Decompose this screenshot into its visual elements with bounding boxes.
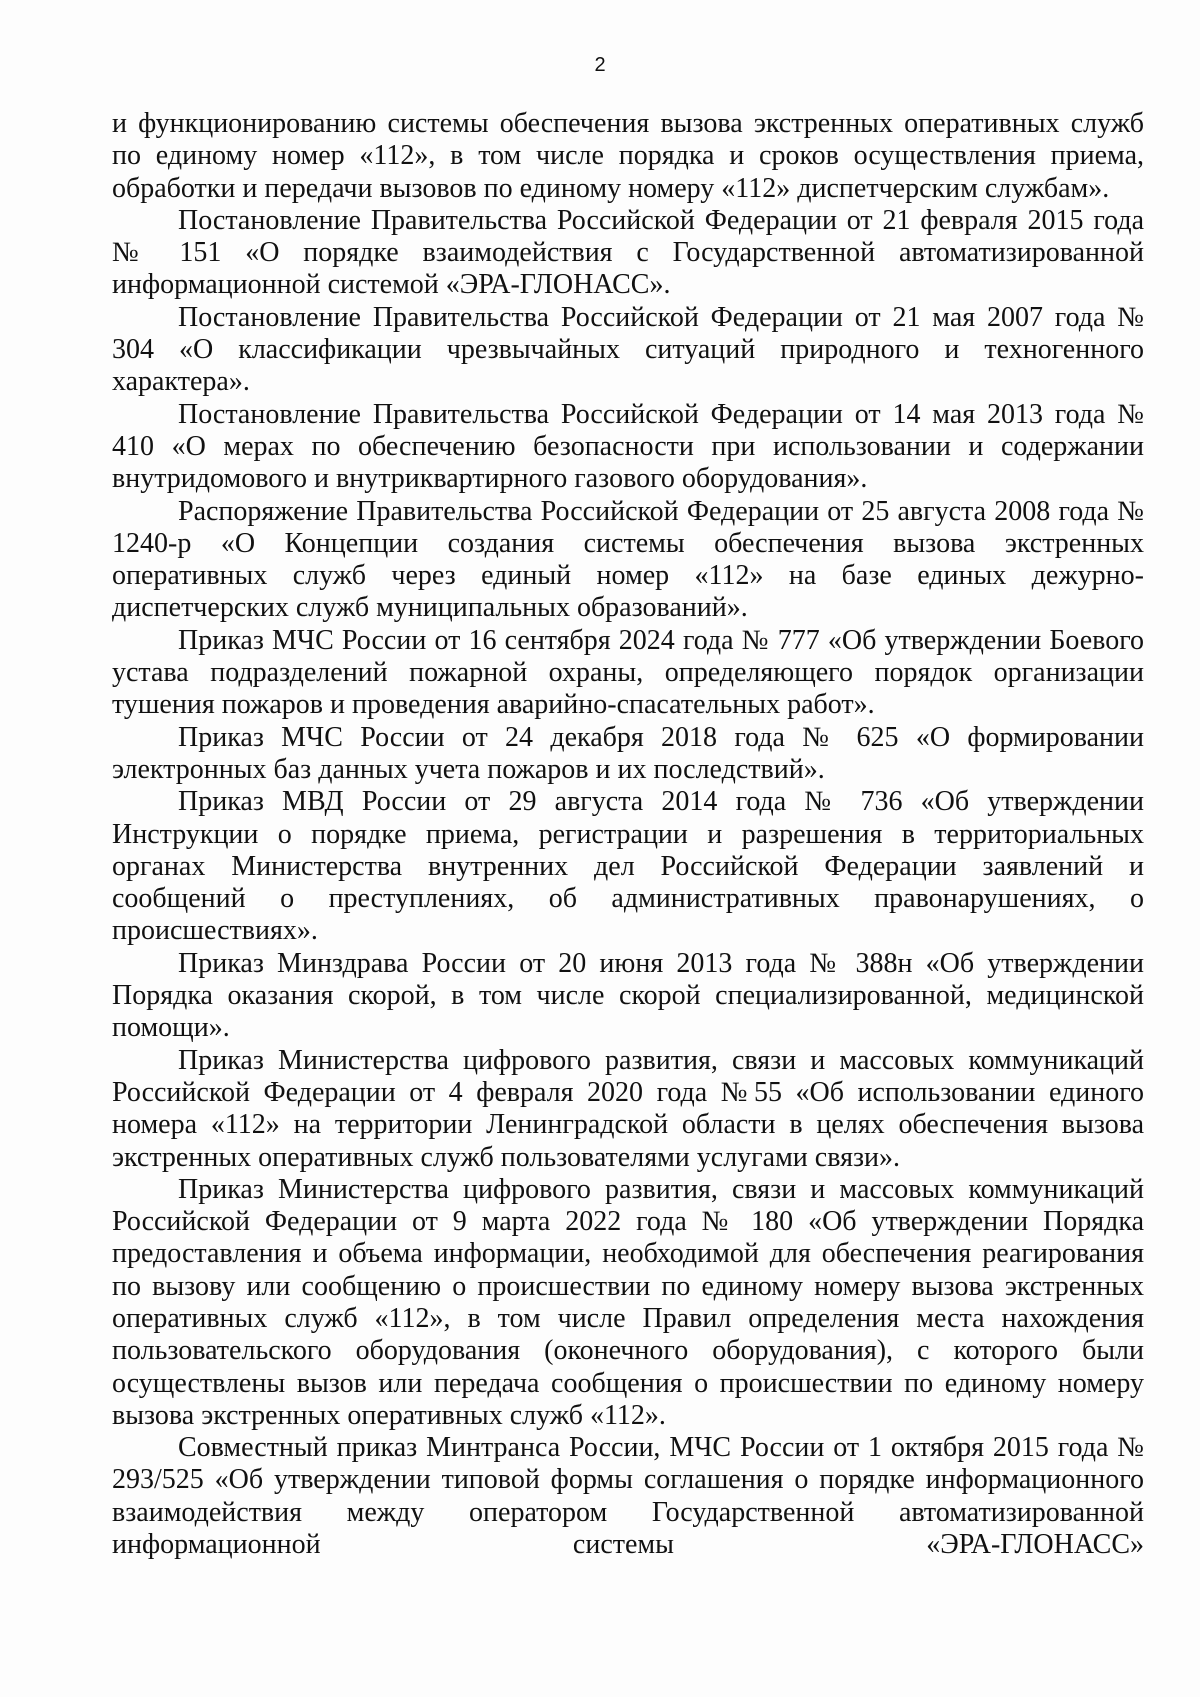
paragraph-decree-304: Постановление Правительства Российской Федерации от 21 мая 2007 года № 304 «О классификации чрезвычайных ситуаций природного и техногенного характера». bbox=[112, 301, 1144, 398]
paragraph-joint-order-293: Совместный приказ Минтранса России, МЧС России от 1 октября 2015 года № 293/525 «Об утверждении типовой формы соглашения о порядке информационного взаимодействия между оператором Государственной автоматизированной информационной системы «ЭРА-ГЛОНАСС» bbox=[112, 1432, 1144, 1561]
paragraph-mvd-736: Приказ МВД России от 29 августа 2014 года № 736 «Об утверждении Инструкции о порядке приема, регистрации и разрешения в территориальных органах Министерства внутренних дел Российской Федерации заявлений и сообщений о преступлениях, об административных правонарушениях, о происшествиях». bbox=[112, 786, 1144, 947]
paragraph-minzdrav-388: Приказ Минздрава России от 20 июня 2013 года № 388н «Об утверждении Порядка оказания скорой, в том числе скорой специализированной, медицинской помощи». bbox=[112, 947, 1144, 1044]
paragraph-mchs-777: Приказ МЧС России от 16 сентября 2024 года № 777 «Об утверждении Боевого устава подразделений пожарной охраны, определяющего порядок организации тушения пожаров и проведения аварийно-спасательных работ». bbox=[112, 624, 1144, 721]
document-body bbox=[112, 108, 1144, 1561]
paragraph-order-1240: Распоряжение Правительства Российской Федерации от 25 августа 2008 года № 1240-р «О Концепции создания системы обеспечения вызова экстренных оперативных служб через единый номер «112» на базе единых дежурно-диспетчерских служб муниципальных образований». bbox=[112, 495, 1144, 624]
paragraph-continuation: и функционированию системы обеспечения вызова экстренных оперативных служб по единому номер «112», в том числе порядка и сроков осуществления приема, обработки и передачи вызовов по единому номеру «112» диспетчерским службам». bbox=[112, 108, 1144, 204]
paragraph-mintsifry-180: Приказ Министерства цифрового развития, связи и массовых коммуникаций Российской Федерации от 9 марта 2022 года № 180 «Об утверждении Порядка предоставления и объема информации, необходимой для обеспечения реагирования по вызову или сообщению о происшествии по единому номеру вызова экстренных оперативных служб «112», в том числе Правил определения места нахождения пользовательского оборудования (оконечного оборудования), с которого были осуществлены вызов или передача сообщения о происшествии по единому номеру вызова экстренных оперативных служб «112». bbox=[112, 1173, 1144, 1431]
paragraph-decree-151: Постановление Правительства Российской Федерации от 21 февраля 2015 года № 151 «О порядке взаимодействия с Государственной автоматизированной информационной системой «ЭРА-ГЛОНАСС». bbox=[112, 204, 1144, 301]
paragraph-decree-410: Постановление Правительства Российской Федерации от 14 мая 2013 года № 410 «О мерах по обеспечению безопасности при использовании и содержании внутридомового и внутриквартирного газового оборудования». bbox=[112, 398, 1144, 495]
paragraph-mintsifry-55: Приказ Министерства цифрового развития, связи и массовых коммуникаций Российской Федерации от 4 февраля 2020 года №55 «Об использовании единого номера «112» на территории Ленинградской области в целях обеспечения вызова экстренных оперативных служб пользователями услугами связи». bbox=[112, 1044, 1144, 1173]
paragraph-mchs-625: Приказ МЧС России от 24 декабря 2018 года № 625 «О формировании электронных баз данных учета пожаров и их последствий». bbox=[112, 721, 1144, 785]
page-number: 2 bbox=[594, 54, 606, 76]
